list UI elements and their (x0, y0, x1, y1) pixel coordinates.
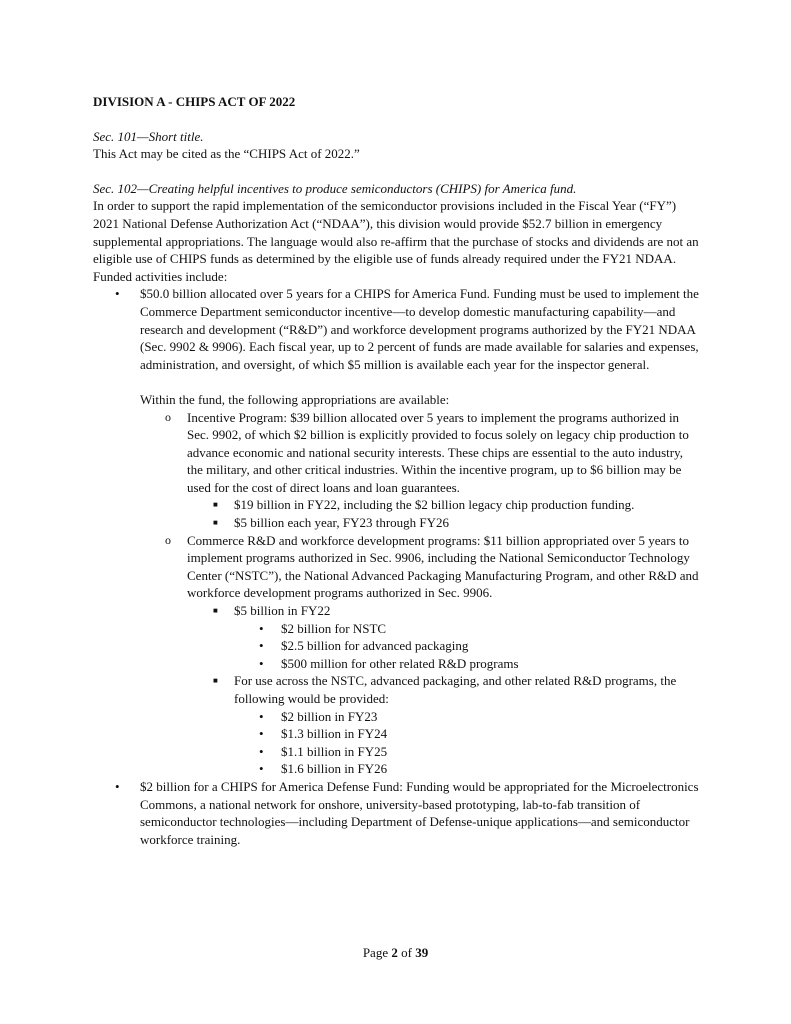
list-item (187, 602, 699, 672)
sec-101-title: Sec. 101—Short title. (93, 128, 204, 144)
list-item (234, 760, 699, 778)
incentive-fy22-text: $19 billion in FY22, including the $2 billion legacy chip production funding. (234, 497, 635, 513)
list-item (234, 620, 699, 638)
rd-program-text: Commerce R&D and workforce development programs: $11 billion appropriated over 5 years to implement programs authorized in Sec. 9906, including the National Semiconductor Technology Center (“NSTC”), the National Advanced Packaging Manufacturing Program, and other R&D and workforce development programs authorized in Sec. 9906. (187, 532, 699, 601)
page-footer (0, 944, 791, 962)
list-item (234, 655, 699, 673)
item-defense-fund: $2 billion for a CHIPS for America Defense Fund: Funding would be appropriated for the Microelectronics Commons, a national network for onshore, university-based prototyping, lab-to-fab transition of semiconductor technologies—including Department of Defense-unique applications—and semiconductor workforce training. (140, 778, 699, 847)
list-item (140, 409, 699, 532)
fy22-item-text: $2.5 billion for advanced packaging (281, 638, 469, 654)
list-item (234, 708, 699, 726)
rd-across-text: For use across the NSTC, advanced packaging, and other related R&D programs, the following would be provided: (234, 673, 677, 706)
circle-bullet-icon: o (165, 532, 171, 547)
list-item (187, 514, 699, 532)
square-bullet-icon: ■ (213, 500, 218, 510)
list-item (234, 743, 699, 761)
page-label: Page (362, 945, 392, 960)
funded-activities-label: Funded activities include: (93, 268, 228, 284)
page-total: 39 (415, 945, 429, 960)
list-item (234, 725, 699, 743)
fy22-item-text: $2 billion for NSTC (281, 620, 387, 636)
across-item-text: $1.3 billion in FY24 (281, 726, 388, 742)
square-bullet-icon: ■ (213, 518, 218, 528)
bullet-icon: • (259, 743, 264, 759)
list-item (93, 778, 699, 848)
across-item-text: $1.1 billion in FY25 (281, 743, 388, 759)
document-page (93, 93, 699, 848)
bullet-icon: • (259, 761, 264, 777)
bullet-icon: • (115, 286, 120, 302)
square-bullet-icon: ■ (213, 606, 218, 616)
square-bullet-icon: ■ (213, 676, 218, 686)
rd-fy22-text: $5 billion in FY22 (234, 603, 331, 619)
circle-bullet-icon: o (165, 409, 171, 424)
across-item-text: $2 billion in FY23 (281, 708, 378, 724)
fy22-item-text: $500 million for other related R&D programs (281, 655, 519, 671)
bullet-icon: • (259, 620, 264, 636)
incentive-program-text: Incentive Program: $39 billion allocated over 5 years to implement the programs authorized in Sec. 9902, of which $2 billion is explicitly provided to focus solely on legacy chip production to advance economic and national security interests. These chips are essential to the auto industry, the military, and other critical industries. Within the incentive program, up to $6 billion may be used for the cost of direct loans and loan guarantees. (187, 409, 689, 495)
list-item (187, 496, 699, 514)
item-chips-fund: $50.0 billion allocated over 5 years for a CHIPS for America Fund. Funding must be used to implement the Commerce Department semiconductor incentive—to develop domestic manufacturing capability—and research and development (“R&D”) and workforce development programs authorized by the FY21 NDAA (Sec. 9902 & 9906). Each fiscal year, up to 2 percent of funds are made available for salaries and expenses, administration, and oversight, of which $5 million is available each year for the inspector general. (140, 286, 699, 372)
sec-101-text: This Act may be cited as the “CHIPS Act of 2022.” (93, 146, 360, 162)
page-of: of (397, 945, 416, 960)
bullet-icon: • (259, 655, 264, 671)
list-item (140, 532, 699, 778)
bullet-icon: • (259, 708, 264, 724)
list-item (234, 637, 699, 655)
list-item (187, 672, 699, 778)
sec-102-title: Sec. 102—Creating helpful incentives to produce semiconductors (CHIPS) for America fund. (93, 180, 577, 196)
bullet-icon: • (259, 726, 264, 742)
bullet-icon: • (259, 638, 264, 654)
page-number: 2 (391, 945, 398, 960)
incentive-fy23-26-text: $5 billion each year, FY23 through FY26 (234, 515, 450, 531)
sec-102-intro: In order to support the rapid implementation of the semiconductor provisions included in the Fiscal Year (“FY”) 2021 National Defense Authorization Act (“NDAA”), this division would provide $52.7 billion in emergency supplemental appropriations. The language would also re-affirm that the purchase of stocks and dividends are not an eligible use of CHIPS funds as determined by the eligible use of funds already required under the FY21 NDAA. (93, 198, 699, 267)
list-item (93, 285, 699, 778)
across-item-text: $1.6 billion in FY26 (281, 761, 388, 777)
within-fund-text: Within the fund, the following appropriations are available: (140, 391, 450, 407)
division-heading: DIVISION A - CHIPS ACT OF 2022 (93, 94, 296, 109)
bullet-icon: • (115, 778, 120, 794)
